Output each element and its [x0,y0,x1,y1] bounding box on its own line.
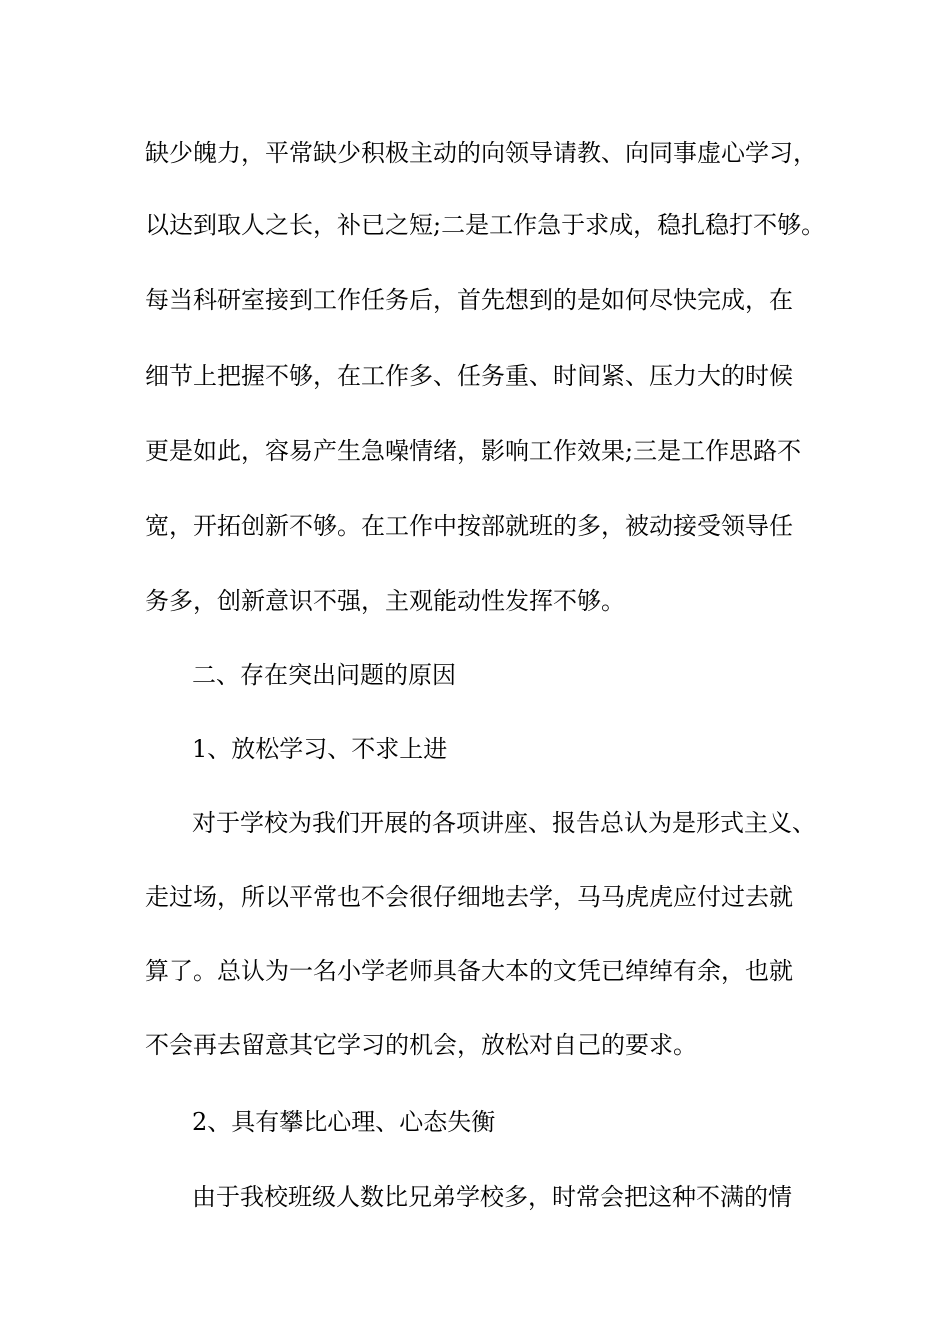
body-text-line-10: 算了。总认为一名小学老师具备大本的文凭已绰绰有余，也就 [145,957,793,985]
subsection-heading-2: 2、具有攀比心理、心态失衡 [192,1108,496,1136]
body-text-line-3: 每当科研室接到工作任务后，首先想到的是如何尽快完成，在 [145,286,793,314]
body-text-line-12: 由于我校班级人数比兄弟学校多，时常会把这种不满的情 [192,1183,792,1211]
body-text-line-1: 缺少魄力，平常缺少积极主动的向领导请教、向同事虚心学习， [145,139,817,167]
body-text-line-5: 更是如此，容易产生急噪情绪，影响工作效果;三是工作思路不 [145,437,802,465]
body-text-line-4: 细节上把握不够，在工作多、任务重、时间紧、压力大的时候 [145,362,793,390]
subsection-heading-1: 1、放松学习、不求上进 [192,735,448,763]
body-text-line-11: 不会再去留意其它学习的机会，放松对自己的要求。 [145,1031,697,1059]
body-text-line-6: 宽，开拓创新不够。在工作中按部就班的多，被动接受领导任 [145,512,793,540]
body-text-line-9: 走过场，所以平常也不会很仔细地去学，马马虎虎应付过去就 [145,883,793,911]
section-heading: 二、存在突出问题的原因 [192,661,456,689]
body-text-line-8: 对于学校为我们开展的各项讲座、报告总认为是形式主义、 [192,809,816,837]
body-text-line-7: 务多，创新意识不强，主观能动性发挥不够。 [145,587,625,615]
body-text-line-2: 以达到取人之长，补已之短;二是工作急于求成，稳扎稳打不够。 [145,211,826,239]
